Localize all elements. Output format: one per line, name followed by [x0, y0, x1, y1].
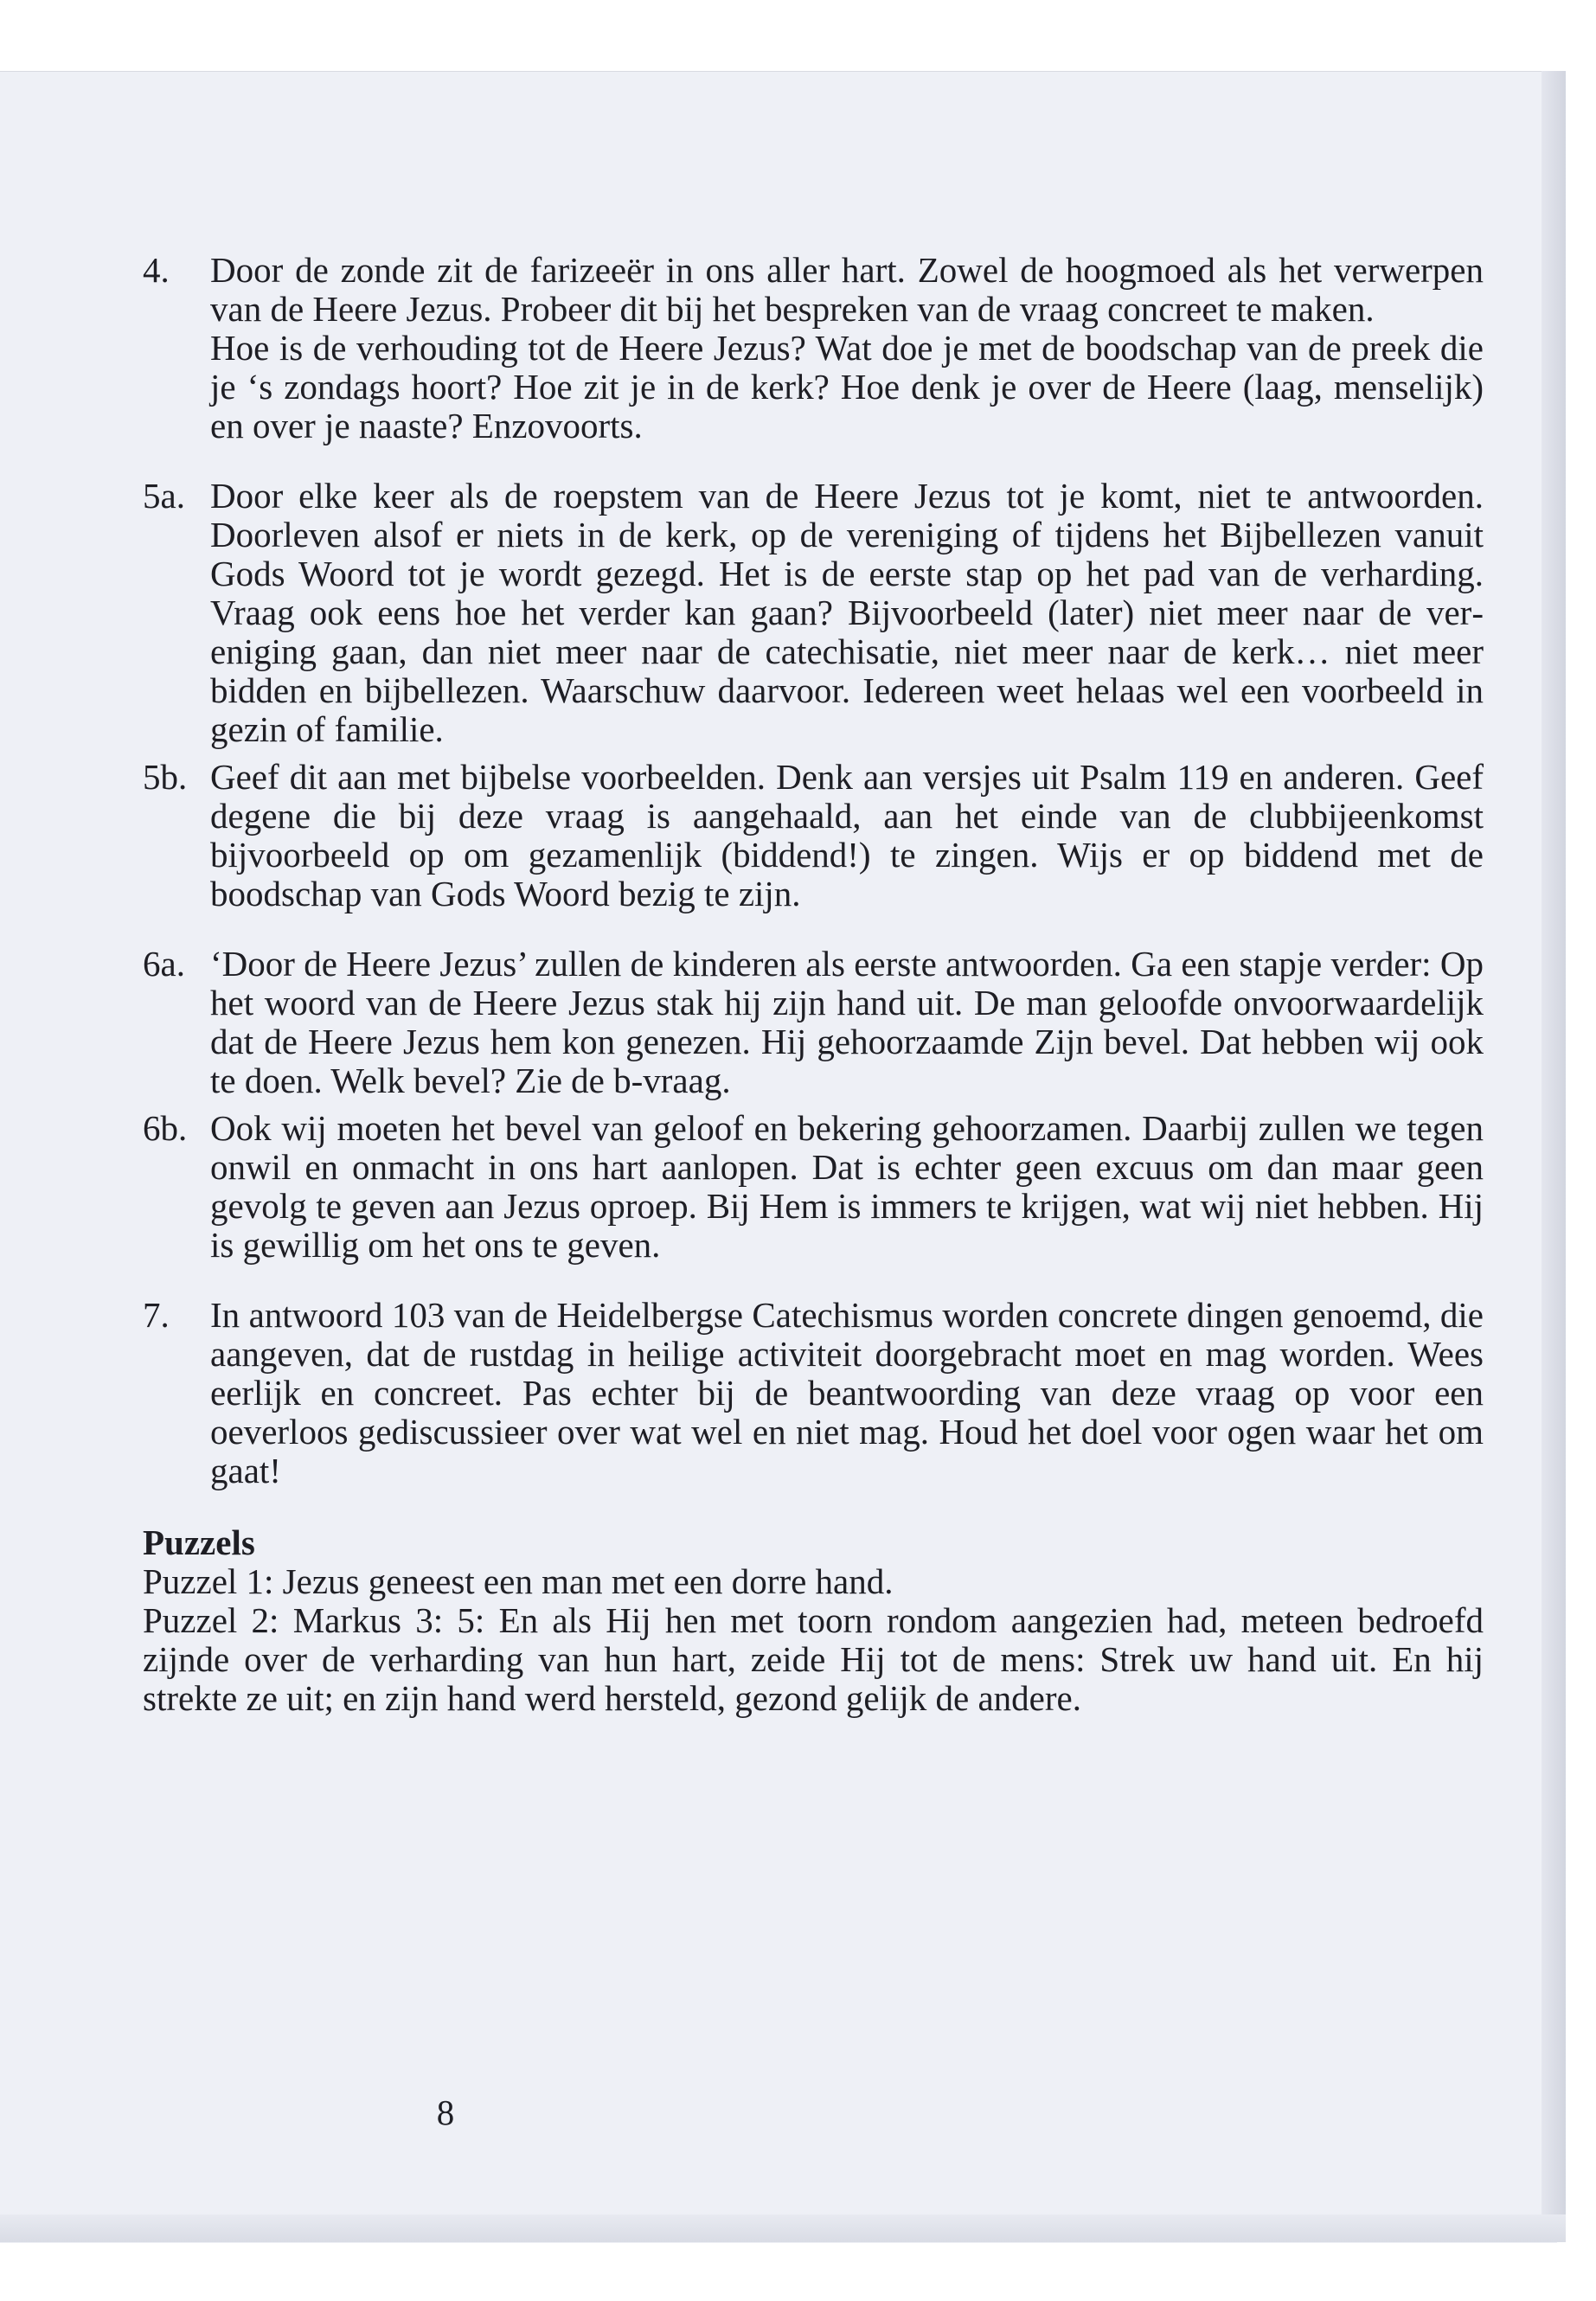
item-text	[210, 251, 1484, 445]
item-text	[210, 945, 1484, 1100]
item-number: 4.	[143, 250, 170, 290]
answer-item-6b	[143, 1109, 1484, 1265]
item-paragraph: Geef dit aan met bijbelse voorbeelden. Denk aan versjes uit Psalm 119 en anderen. Geef degene die bij deze vraag is aangehaald, aan het einde van de clubbijeenkomst bijvoorbeeld op om gezamenlijk (biddend!) te zingen. Wijs er op biddend met de boodschap van Gods Woord bezig te zijn.	[210, 757, 1484, 913]
item-text	[210, 1296, 1484, 1490]
puzzle-2-answer: Puzzel 2: Markus 3: 5: En als Hij hen met toorn rondom aangezien had, meteen bedroefd zijnde over de verharding van hun hart, zeide Hij tot de mens: Strek uw hand uit. En hij strekte ze uit; en zijn hand werd hersteld, gezond gelijk de andere.	[143, 1600, 1484, 1718]
item-text	[210, 758, 1484, 913]
answer-item-4	[143, 251, 1484, 445]
item-number: 5b.	[143, 757, 188, 797]
page-edge-right	[1542, 71, 1566, 2242]
page-number: 8	[436, 2093, 455, 2132]
puzzles-heading: Puzzels	[143, 1522, 255, 1562]
item-number: 7.	[143, 1295, 170, 1335]
answer-item-7	[143, 1296, 1484, 1490]
item-paragraph: Door de zonde zit de farizeeër in ons aller hart. Zowel de hoogmoed als het verwerpen van de Heere Jezus. Probeer dit bij het bespreken van de vraag concreet te maken.	[210, 250, 1484, 329]
puzzles-section	[143, 1523, 1484, 1718]
answer-item-5a	[143, 477, 1484, 749]
item-number: 6b.	[143, 1108, 188, 1148]
item-paragraph: Door elke keer als de roepstem van de Heere Jezus tot je komt, niet te antwoorden. Doorleven alsof er niets in de kerk, op de vereniging of tijdens het Bijbellezen vanuit Gods Woord tot je wordt gezegd. Het is de eerste stap op het pad van de verharding. Vraag ook eens hoe het verder kan gaan? Bijvoorbeeld (later) niet meer naar de vereniging gaan, dan niet meer naar de catechisatie, niet meer naar de kerk… niet meer bidden en bijbellezen. Waarschuw daarvoor. Iedereen weet helaas wel een voorbeeld in gezin of familie.	[210, 476, 1484, 749]
answer-item-6a	[143, 945, 1484, 1100]
item-text	[210, 477, 1484, 749]
item-paragraph: Ook wij moeten het bevel van geloof en bekering gehoorzamen. Daarbij zullen we tegen onwil en onmacht in ons hart aanlopen. Dat is echter geen excuus om dan maar geen gevolg te geven aan Jezus oproep. Bij Hem is immers te krijgen, wat wij niet hebben. Hij is gewillig om het ons te geven.	[210, 1108, 1484, 1265]
item-number: 5a.	[143, 476, 185, 516]
answer-item-5b	[143, 758, 1484, 913]
item-paragraph: Hoe is de verhouding tot de Heere Jezus? Wat doe je met de boodschap van de preek die je ‘s zondags hoort? Hoe zit je in de kerk? Hoe denk je over de Heere (laag, menselijk) en over je naaste? Enzovoorts.	[210, 328, 1484, 445]
page-content	[143, 251, 1484, 1718]
item-paragraph: ‘Door de Heere Jezus’ zullen de kinderen als eerste antwoorden. Ga een stapje verder: Op het woord van de Heere Jezus stak hij zijn hand uit. De man geloofde onvoorwaardelijk dat de Heere Jezus hem kon genezen. Hij gehoorzaamde Zijn bevel. Dat hebben wij ook te doen. Welk bevel? Zie de b-vraag.	[210, 944, 1484, 1100]
item-number: 6a.	[143, 944, 185, 984]
item-paragraph: In antwoord 103 van de Heidelbergse Catechismus worden concrete dingen genoemd, die aangeven, dat de rustdag in heilige activiteit doorgebracht moet en mag worden. Wees eerlijk en concreet. Pas echter bij de beantwoording van deze vraag op voor een oeverloos gediscussieer over wat wel en niet mag. Houd het doel voor ogen waar het om gaat!	[210, 1295, 1484, 1490]
page-edge-bottom	[0, 2214, 1566, 2242]
puzzle-1-answer: Puzzel 1: Jezus geneest een man met een dorre hand.	[143, 1561, 894, 1601]
item-text	[210, 1109, 1484, 1265]
